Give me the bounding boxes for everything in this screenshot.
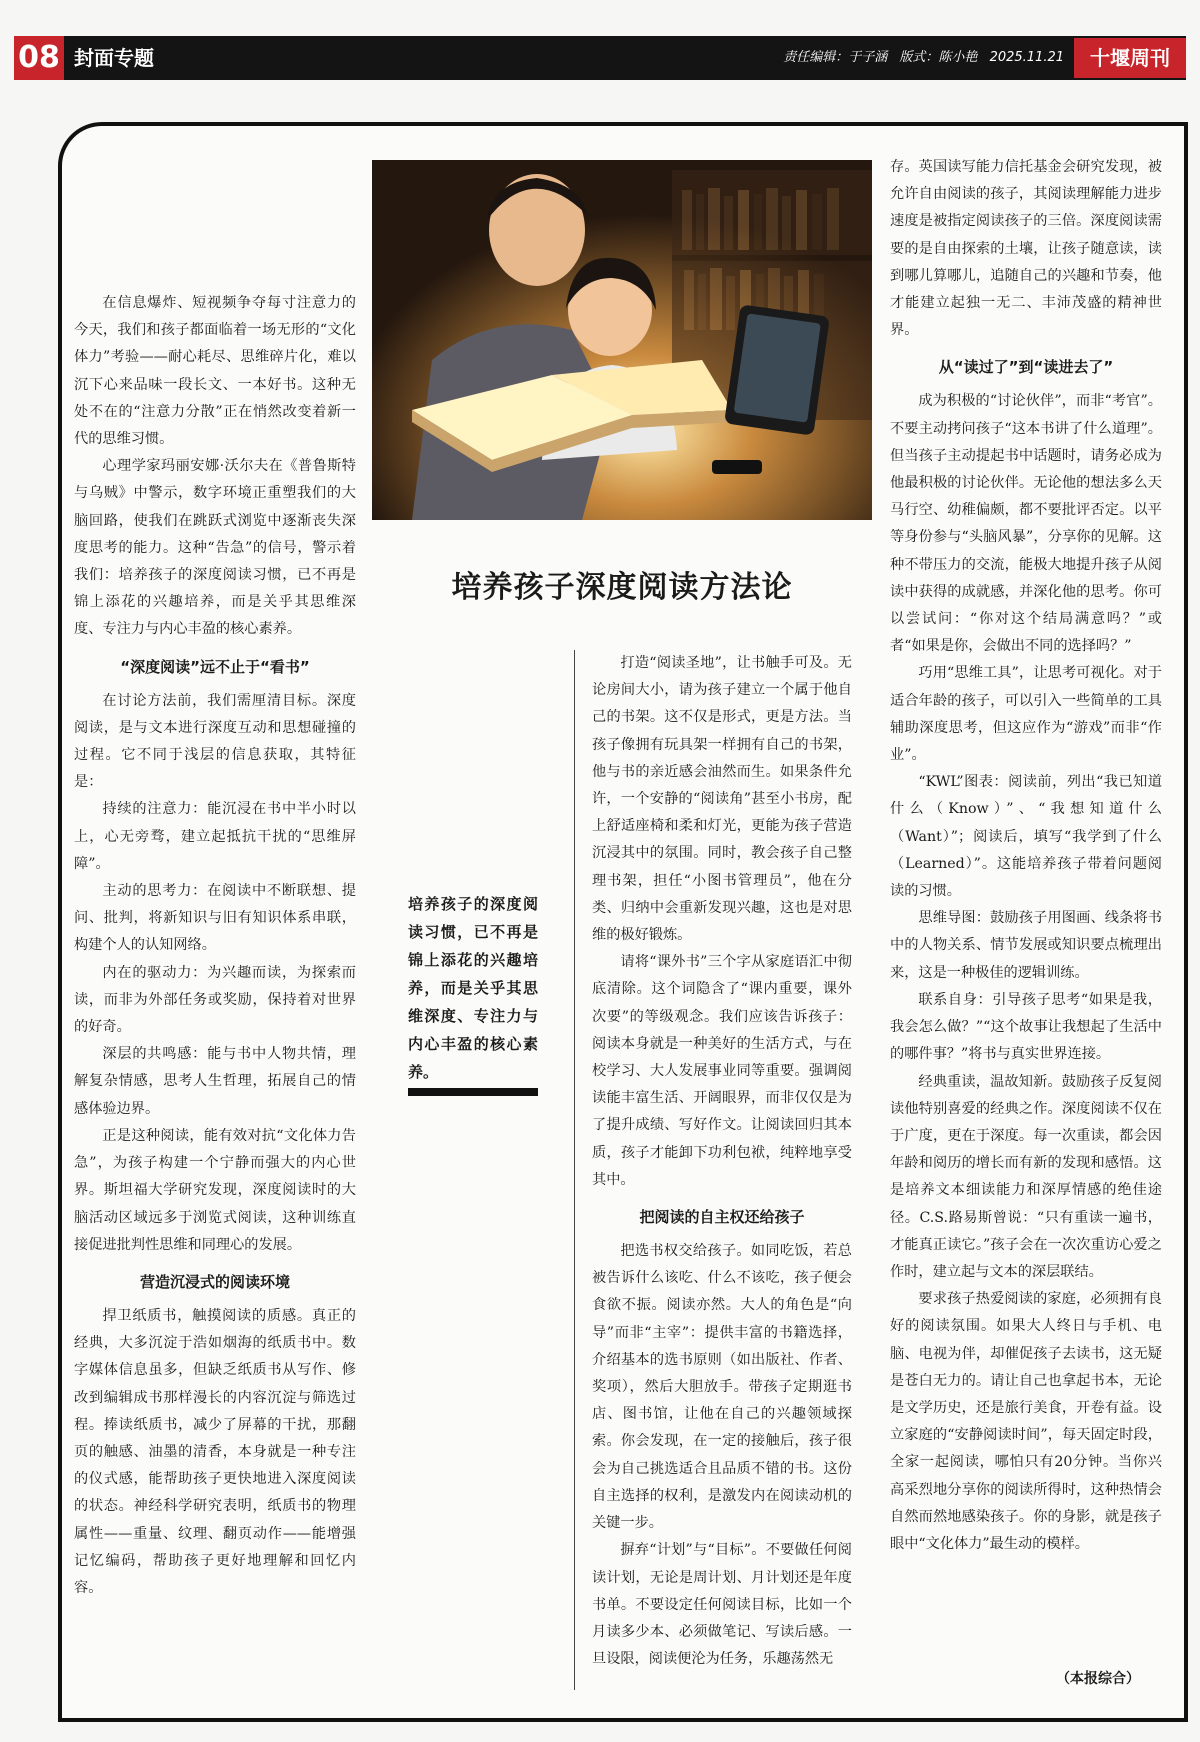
masthead-logo: 十堰周刊 <box>1074 38 1186 78</box>
paragraph: 思维导图：鼓励孩子用图画、线条将书中的人物关系、情节发展或知识要点梳理出来，这是一种极佳的逻辑训练。 <box>890 910 1162 981</box>
paragraph: 在信息爆炸、短视频争夺每寸注意力的今天，我们和孩子都面临着一场无形的“文化体力”考验——耐心耗尽、思维碎片化，难以沉下心来品味一段长文、一本好书。这种无处不在的“注意力分散”正在悄然改变着新一代的思维习惯。 <box>74 295 356 448</box>
illustration-svg <box>372 160 872 520</box>
paragraph: 内在的驱动力：为兴趣而读，为探索而读，而非为外部任务或奖励，保持着对世界的好奇。 <box>74 964 356 1036</box>
paragraph: 要求孩子热爱阅读的家庭，必须拥有良好的阅读氛围。如果大人终日与手机、电脑、电视为伴，却催促孩子去读书，这无疑是苍白无力的。请让自己也拿起书本，无论是文学历史，还是旅行美食，开卷有益。设立家庭的“安静阅读时间”，每天固定时段，全家一起阅读，哪怕只有20分钟。当你兴高采烈地分享你的阅读所得时，这种热情会自然而然地感染孩子。你的身影，就是孩子眼中“文化体力”最生动的模样。 <box>890 1291 1162 1552</box>
paragraph: 正是这种阅读，能有效对抗“文化体力告急”，为孩子构建一个宁静而强大的内心世界。斯坦福大学研究发现，深度阅读时的大脑活动区域远多于浏览式阅读，这种训练直接促进批判性思维和同理心的发展。 <box>74 1127 356 1253</box>
paragraph: 巧用“思维工具”，让思考可视化。对于适合年龄的孩子，可以引入一些简单的工具辅助深度思考，但这应作为“游戏”而非“作业”。 <box>890 665 1162 764</box>
paragraph: 把选书权交给孩子。如同吃饭，若总被告诉什么该吃、什么不该吃，孩子便会食欲不振。阅读亦然。大人的角色是“向导”而非“主宰”：提供丰富的书籍选择，介绍基本的选书原则（如出版社、作者、奖项），然后大胆放手。带孩子定期逛书店、图书馆，让他在自己的兴趣领域探索。你会发现，在一定的接触后，孩子很会为自己挑选适合且品质不错的书。这份自主选择的权利，是激发内在阅读动机的关键一步。 <box>592 1243 852 1532</box>
paragraph: 在讨论方法前，我们需厘清目标。深度阅读，是与文本进行深度互动和思想碰撞的过程。它不同于浅层的信息获取，其特征是： <box>74 692 356 791</box>
reading-illustration <box>372 160 872 520</box>
column-rule <box>574 650 575 1690</box>
tablet-graphic <box>724 304 830 435</box>
subheading: 营造沉浸式的阅读环境 <box>139 1272 290 1291</box>
paragraph: 心理学家玛丽安娜·沃尔夫在《普鲁斯特与乌贼》中警示，数字环境正重塑我们的大脑回路，使我们在跳跃式浏览中逐渐丧失深度思考的能力。这种“告急”的信号，警示着我们：培养孩子的深度阅读习惯，已不再是锦上添花的兴趣培养，而是关乎其思维深度、专注力与内心丰盈的核心素养。 <box>74 458 356 638</box>
paragraph: 经典重读，温故知新。鼓励孩子反复阅读他特别喜爱的经典之作。深度阅读不仅在于广度，更在于深度。每一次重读，都会因年龄和阅历的增长而有新的发现和感悟。这是培养文本细读能力和深厚情感的绝佳途径。C.S.路易斯曾说：“只有重读一遍书，才能真正读它。”孩子会在一次次重访心爱之作时，建立起与文本的深层联结。 <box>890 1073 1162 1280</box>
pull-quote: 培养孩子的深度阅读习惯，已不再是锦上添花的兴趣培养，而是关乎其思维深度、专注力与内心丰盈的核心素养。 <box>408 895 538 1081</box>
text-column-3 <box>592 650 852 1673</box>
text-column-4 <box>890 154 1162 1558</box>
pull-quote-bar <box>408 1088 538 1096</box>
paragraph: 主动的思考力：在阅读中不断联想、提问、批判，将新知识与旧有知识体系串联，构建个人的认知网络。 <box>74 883 356 954</box>
section-title: 封面专题 <box>74 46 154 70</box>
editor-credit: 责任编辑：于子涵 <box>783 50 888 65</box>
paragraph: 摒弃“计划”与“目标”。不要做任何阅读计划，无论是周计划、月计划还是年度书单。不要设定任何阅读目标，比如一个月读多少本、必须做笔记、写读后感。一旦设限，阅读便沦为任务，乐趣荡然无 <box>592 1542 852 1668</box>
article-title: 培养孩子深度阅读方法论 <box>451 570 793 605</box>
subheading: 从“读过了”到“读进去了” <box>938 358 1114 377</box>
subheading: 把阅读的自主权还给孩子 <box>639 1208 805 1227</box>
paragraph: 深层的共鸣感：能与书中人物共情，理解复杂情感，思考人生哲理，拓展自己的情感体验边界。 <box>74 1046 356 1117</box>
subheading: “深度阅读”远不止于“看书” <box>120 657 310 676</box>
phone-graphic <box>712 460 762 474</box>
source-note: （本报综合） <box>1056 1671 1140 1687</box>
paragraph: 持续的注意力：能沉浸在书中半小时以上，心无旁骛，建立起抵抗干扰的“思维屏障”。 <box>74 801 356 872</box>
paragraph: 打造“阅读圣地”，让书触手可及。无论房间大小，请为孩子建立一个属于他自己的书架。这不仅是形式，更是方法。当孩子像拥有玩具架一样拥有自己的书架，他与书的亲近感会油然而生。如果条件允许，一个安静的“阅读角”甚至小书房，配上舒适座椅和柔和灯光，更能为孩子营造沉浸其中的氛围。同时，教会孩子自己整理书架，担任“小图书管理员”，他在分类、归纳中会重新发现兴趣，这也是对思维的极好锻炼。 <box>592 655 852 944</box>
paragraph: 捍卫纸质书，触摸阅读的质感。真正的经典，大多沉淀于浩如烟海的纸质书中。数字媒体信息虽多，但缺乏纸质书从写作、修改到编辑成书那样漫长的内容沉淀与筛选过程。捧读纸质书，减少了屏幕的干扰，那翻页的触感、油墨的清香，本身就是一种专注的仪式感，能帮助孩子更快地进入深度阅读的状态。神经科学研究表明，纸质书的物理属性——重量、纹理、翻页动作——能增强记忆编码，帮助孩子更好地理解和回忆内容。 <box>74 1307 356 1596</box>
page-header <box>14 36 1186 80</box>
issue-date: 2025.11.21 <box>989 50 1064 65</box>
text-column-1 <box>74 290 356 1602</box>
paragraph: 成为积极的“讨论伙伴”，而非“考官”。不要主动拷问孩子“这本书讲了什么道理”。但当孩子主动提起书中话题时，请务必成为他最积极的讨论伙伴。无论他的想法多么天马行空、幼稚偏颇，都不要批评否定。以平等身份参与“头脑风暴”，分享你的见解。这种不带压力的交流，能极大地提升孩子从阅读中获得的成就感，并深化他的思考。你可以尝试问：“你对这个结局满意吗？”或者“如果是你，会做出不同的选择吗？” <box>890 393 1162 655</box>
paragraph: 存。英国读写能力信托基金会研究发现，被允许自由阅读的孩子，其阅读理解能力进步速度是被指定阅读孩子的三倍。深度阅读需要的是自由探索的土壤，让孩子随意读，读到哪儿算哪儿，追随自己的兴趣和节奏，他才能建立起独一无二、丰沛茂盛的精神世界。 <box>890 159 1162 339</box>
page-number: 08 <box>14 36 64 80</box>
paragraph: 联系自身：引导孩子思考“如果是我，我会怎么做？”“这个故事让我想起了生活中的哪件事？”将书与真实世界连接。 <box>890 991 1162 1063</box>
credits <box>775 36 1064 80</box>
layout-credit: 版式：陈小艳 <box>899 50 978 65</box>
paragraph: “KWL”图表：阅读前，列出“我已知道什么（Know）”、“我想知道什么（Want）”；阅读后，填写“我学到了什么（Learned）”。这能培养孩子带着问题阅读的习惯。 <box>890 774 1162 900</box>
paragraph: 请将“课外书”三个字从家庭语汇中彻底清除。这个词隐含了“课内重要，课外次要”的等级观念。我们应该告诉孩子：阅读本身就是一种美好的生活方式，与在校学习、大人发展事业同等重要。强调阅读能丰富生活、开阔眼界，而非仅仅是为了提升成绩、写好作文。让阅读回归其本质，孩子才能卸下功利包袱，纯粹地享受其中。 <box>592 954 852 1188</box>
